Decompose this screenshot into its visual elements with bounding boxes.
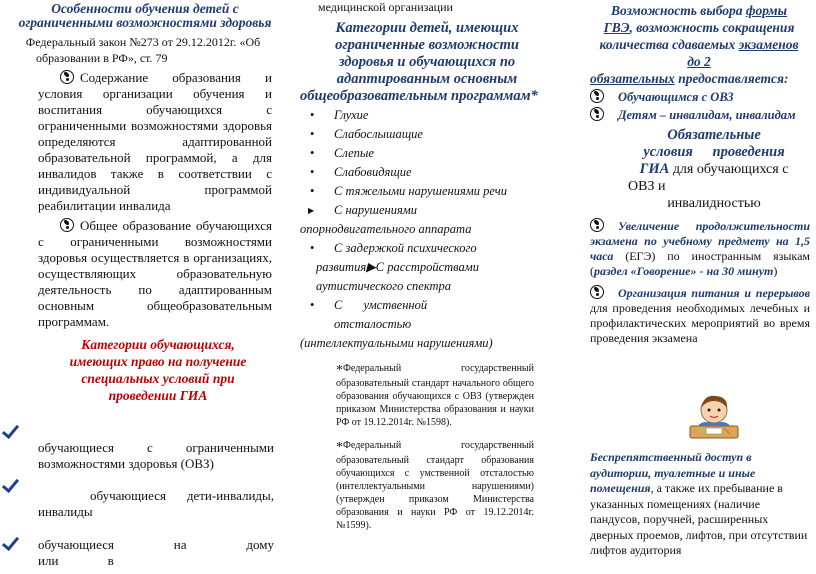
paragraph-part: Увеличение продолжительности экзамена по учебному предмету на 1,5 часа <box>590 219 810 263</box>
law-reference-line1: Федеральный закон №273 от 29.12.2012г. «Об <box>25 35 261 49</box>
middle-title-cont: общеобразовательным программам* <box>300 88 538 104</box>
list-item: • С тяжелыми нарушениями речи <box>298 183 540 200</box>
globe-icon <box>590 285 604 299</box>
right-title <box>584 2 814 70</box>
paragraph-part: для проведения необходимых лечебных и профилактических мероприятий во время проведения экзамена <box>590 301 810 345</box>
list-item-cont: отсталостью <box>334 317 412 331</box>
list-item: обучающиеся на дому или в <box>38 537 274 568</box>
gia-heading <box>614 127 814 212</box>
footnote-2-text: Федеральный государственный образовательный стандарт образования обучающихся с умственной отсталостью (интеллектуальными нарушениями) (утвержден приказом Министерства образования и науки РФ от 19.12.2014г. №1599). <box>336 440 534 531</box>
paragraph-general-education-text: Общее образование обучающихся с ограниченными возможностями здоровья осуществляется в организациях, осуществляющих образовательную деятельность по адаптированным основным общеобразовательным программам. <box>38 218 272 329</box>
paragraph-general-education <box>38 218 272 330</box>
list-item-cont <box>316 259 540 276</box>
left-title: Особенности обучения детей с ограниченными возможностями здоровья <box>18 1 272 30</box>
column-left <box>0 0 276 574</box>
asterisk: * <box>336 363 343 378</box>
bullet-text: Детям – инвалидам, инвалидам <box>618 108 796 122</box>
globe-icon <box>60 70 74 84</box>
checkmark-icon <box>2 420 20 440</box>
provided-to-part: обязательных <box>590 71 675 86</box>
gia-line <box>614 161 814 178</box>
paragraph-meals <box>590 285 810 346</box>
list-item: ▶ С нарушениями <box>298 202 540 219</box>
title-part: Возможность выбора <box>611 3 746 18</box>
title-part: , возможность сокращения <box>629 20 795 35</box>
bullet-text: Обучающимся с ОВЗ <box>618 90 734 104</box>
bullet-ovz <box>590 89 814 105</box>
gia-line: Обязательные <box>667 127 761 143</box>
title-part: ГВЭ <box>603 20 630 35</box>
list-item: • С умственной <box>298 297 540 314</box>
continuation-text: медицинской организации <box>318 0 453 14</box>
title-part: до 2 <box>687 54 711 69</box>
categories-list-3 <box>298 297 540 314</box>
list-item: обучающиеся дети-инвалиды, инвалиды <box>38 488 274 519</box>
middle-title: Категории детей, имеющих ограниченные возможности здоровья и обучающихся по адаптированным основным <box>335 20 519 87</box>
asterisk: * <box>336 440 343 455</box>
column-middle <box>298 0 540 574</box>
law-reference-line2: образовании в РФ», ст. 79 <box>36 51 168 65</box>
paragraph-part: (ЕГЭ) по иностранным языкам ( <box>590 249 810 278</box>
globe-icon <box>590 218 604 232</box>
title-part: формы <box>745 3 787 18</box>
list-item: • Слабослышащие <box>298 126 540 143</box>
globe-icon <box>590 89 604 103</box>
list-item: С расстройствами <box>375 260 479 274</box>
list-item: обучающиеся с ограниченными возможностями здоровья (ОВЗ) <box>38 440 274 471</box>
paragraph-access <box>590 450 810 559</box>
footnote-1-text: Федеральный государственный образовательный стандарт начального общего образования обучающихся с ОВЗ (утвержден приказом Министерства образования и науки РФ от 19.12.2014г. №1598). <box>336 363 534 428</box>
paragraph-part: раздел «Говорение» - на 30 минут <box>594 264 774 278</box>
child-at-desk-illustration <box>686 392 742 442</box>
paragraph-part: ) <box>773 264 778 278</box>
column-right <box>584 0 814 574</box>
checkmark-icon <box>2 532 20 552</box>
list-item-cont: опорнодвигательного аппарата <box>300 222 472 236</box>
list-item-cont: (интеллектуальными нарушениями) <box>300 336 493 350</box>
globe-icon <box>60 218 74 232</box>
paragraph-extension <box>590 218 810 279</box>
paragraph-part: , а также их пребывание в указанных помещениях (наличие пандусов, поручней, расширенных дверных проемов, лифтов, при отсутствии лифтов аудитория <box>590 481 808 557</box>
provided-to-part: предоставляется: <box>674 71 789 86</box>
categories-title: Категории обучающихся, имеющих право на получение специальных условий при проведении ГИА <box>69 337 247 403</box>
footnote-1 <box>336 362 534 429</box>
globe-icon <box>590 107 604 121</box>
title-part: количества сдаваемых <box>599 37 739 52</box>
gia-line: ОВЗ и <box>628 179 666 194</box>
gia-part: ГИА <box>639 161 670 177</box>
list-item: • Слабовидящие <box>298 164 540 181</box>
checkmark-icon <box>2 474 20 494</box>
gia-line: условия проведения <box>643 144 785 160</box>
paragraph-part: Беспрепятственный доступ в аудитории, туалетные и иные помещения <box>590 450 756 495</box>
bullet-disabled <box>590 107 814 123</box>
list-item: • Глухие <box>298 107 540 124</box>
footnote-2 <box>336 439 534 532</box>
gia-part: для обучающихся с <box>669 162 789 177</box>
paragraph-part: Организация питания и перерывов <box>618 286 810 300</box>
gia-line: инвалидностью <box>667 196 761 211</box>
categories-list <box>298 107 540 219</box>
paragraph-content-text: Содержание образования и условия организации обучения и воспитания обучающихся с ограниченными возможностями здоровья определяются адаптированной образовательной программой, а для инвалидов также в соответствии с индивидуальной программой реабилитации инвалида <box>38 70 272 213</box>
title-part: экзаменов <box>738 37 799 52</box>
categories-list-2 <box>298 240 540 257</box>
paragraph-content <box>38 70 272 214</box>
list-item: • С задержкой психического <box>298 240 540 257</box>
provided-to-heading <box>590 70 814 87</box>
list-item-cont-text: развития <box>316 260 367 274</box>
triangle-bullet-icon: ▶ <box>366 260 376 274</box>
list-item: • Слепые <box>298 145 540 162</box>
list-item-cont: аутистического спектра <box>316 279 452 293</box>
